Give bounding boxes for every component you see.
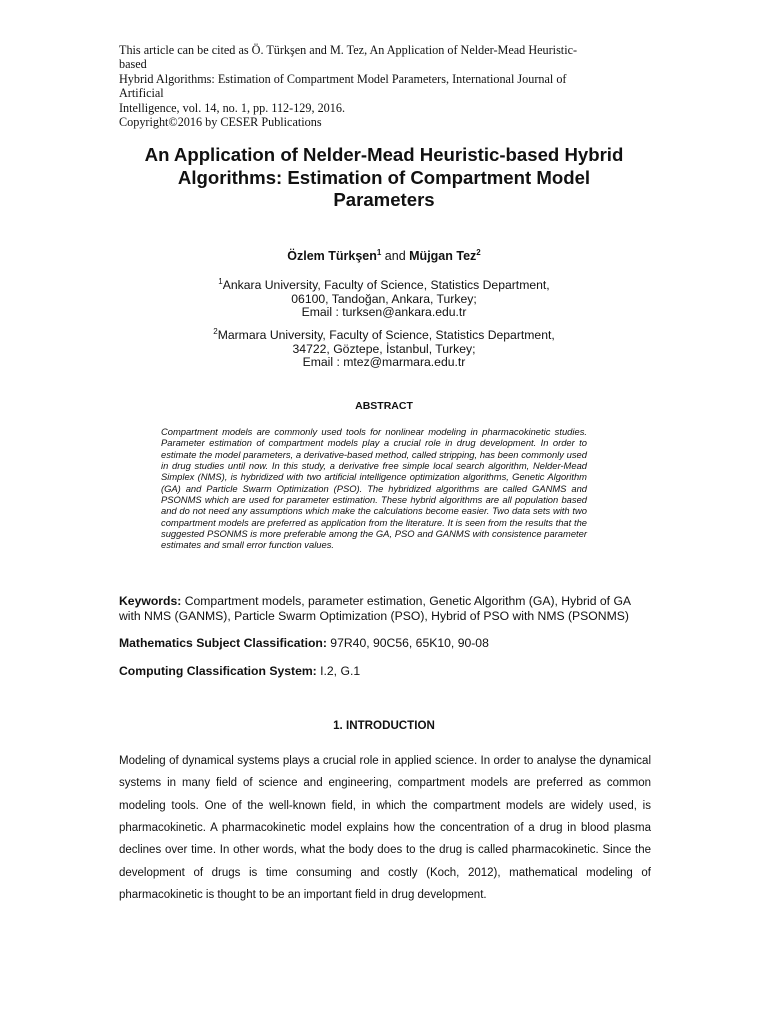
keywords-block bbox=[119, 594, 649, 623]
affiliation-mark: 1 bbox=[376, 248, 382, 257]
affiliation-line bbox=[84, 279, 684, 293]
affiliation-email: Email : turksen@ankara.edu.tr bbox=[301, 305, 467, 320]
keywords-label: Keywords: bbox=[119, 594, 182, 608]
copyright-line: Copyright©2016 by CESER Publications bbox=[119, 115, 322, 130]
msc-text: 97R40, 90C56, 65K10, 90-08 bbox=[326, 636, 489, 650]
affiliation-address: 34722, Göztepe, İstanbul, Turkey; bbox=[292, 341, 476, 356]
affiliation-address: 06100, Tandoğan, Ankara, Turkey; bbox=[291, 291, 477, 306]
affiliation-mark: 2 bbox=[476, 248, 481, 257]
paper-title bbox=[90, 144, 678, 212]
affiliation-email: Email : mtez@marmara.edu.tr bbox=[302, 355, 466, 370]
author-list bbox=[84, 249, 684, 264]
affiliation-line bbox=[84, 329, 684, 343]
citation-line: Intelligence, vol. 14, no. 1, pp. 112-129, 2016. bbox=[119, 100, 345, 115]
introduction-paragraph: Modeling of dynamical systems plays a crucial role in applied science. In order to analyse the dynamical systems in many field of science and engineering, compartment models are preferred as common modeling tools. One of the well-known field, in which the compartment models are widely used, is pharmacokinetic. A pharmacokinetic model explains how the concentration of a drug in blood plasma declines over time. In other words, what the body does to the drug is called pharmacokinetic. Since the development of drugs is time consuming and costly (Koch, 2012), mathematical modeling of pharmacokinetic is thought to be an important field in drug development. bbox=[119, 755, 651, 902]
author-name: Özlem Türkşen bbox=[287, 249, 377, 263]
author-name: Müjgan Tez bbox=[409, 249, 477, 263]
affiliation-mark: 1 bbox=[218, 277, 223, 286]
author-conjunction: and bbox=[381, 249, 410, 263]
affiliation-block bbox=[84, 329, 684, 370]
title-line: Parameters bbox=[333, 189, 435, 210]
citation-note bbox=[119, 43, 599, 129]
title-line: An Application of Nelder-Mead Heuristic-based Hybrid bbox=[144, 144, 624, 165]
ccs-block bbox=[119, 664, 649, 679]
affiliation-mark: 2 bbox=[213, 327, 218, 336]
section-heading-introduction: 1. INTRODUCTION bbox=[333, 719, 435, 732]
title-line: Algorithms: Estimation of Compartment Model bbox=[177, 166, 591, 188]
ccs-label: Computing Classification System: bbox=[119, 664, 317, 678]
citation-line: This article can be cited as Ö. Türkşen and M. Tez, An Application of Nelder-Mead Heuristic-based bbox=[119, 43, 578, 72]
msc-label: Mathematics Subject Classification: bbox=[119, 636, 327, 650]
citation-line: Hybrid Algorithms: Estimation of Compartment Model Parameters, International Journal of Artificial bbox=[119, 71, 567, 101]
abstract-text: Compartment models are commonly used tools for nonlinear modeling in pharmacokinetic studies. Parameter estimation of compartment models play a crucial role in drug development. In order to estimate the model parameters, a derivative-based method, called stripping, has been commonly used in drug studies until now. In this study, a derivative free simple local search algorithm, Nelder-Mead Simplex (NMS), is hybridized with two artificial intelligence optimization algorithms, Genetic Algorithm (GA) and Particle Swarm Optimization (PSO). The hybridized algorithms are called GANMS and PSONMS which are used for parameter estimation. These hybrid algorithms are all population based and do not need any assumptions which make the calculations become easier. Two data sets with two compartment models are preferred as application from the literature. It is seen from the results that the suggested PSONMS is more preferable among the GA, PSO and GANMS with consistence parameter estimates and small error function values. bbox=[161, 426, 587, 551]
msc-block bbox=[119, 636, 649, 651]
affiliation-institution: Ankara University, Faculty of Science, Statistics Department, bbox=[222, 278, 550, 292]
ccs-text: I.2, G.1 bbox=[316, 664, 361, 678]
affiliation-block bbox=[84, 279, 684, 320]
keywords-text: Compartment models, parameter estimation, Genetic Algorithm (GA), Hybrid of GA with NMS (GANMS), Particle Swarm Optimization (PSO), Hybrid of PSO with NMS (PSONMS) bbox=[119, 594, 631, 623]
abstract-heading: ABSTRACT bbox=[355, 400, 413, 412]
affiliation-institution: Marmara University, Faculty of Science, Statistics Department, bbox=[217, 328, 555, 342]
